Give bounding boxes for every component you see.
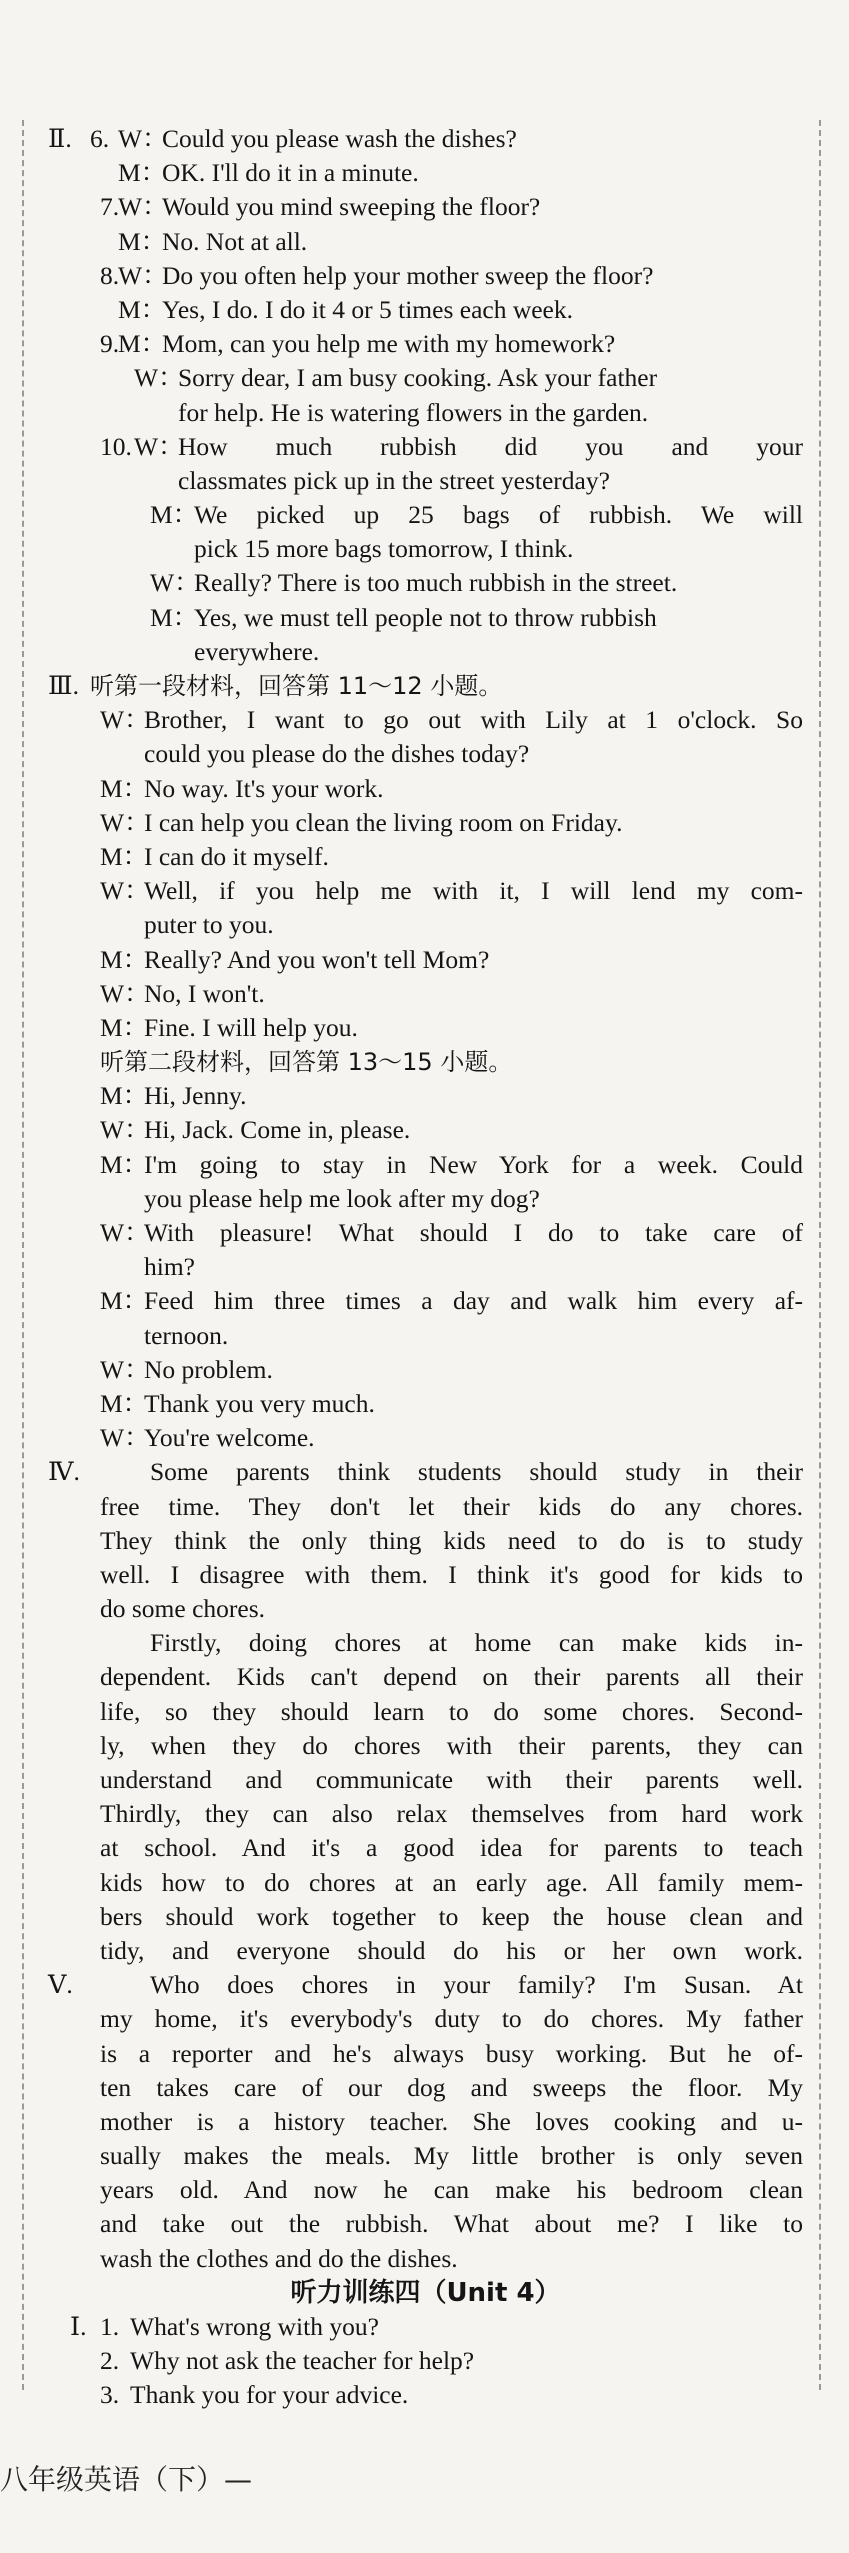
s2-q8-line1: 8.W：Do you often help your mother sweep the floor? [100,260,654,290]
s5-line7: years old. And now he can make his bedroom clean [100,2175,803,2205]
s4-line5: do some chores. [100,1594,266,1624]
s4-line3: They think the only thing kids need to do is to study [100,1525,803,1555]
s3-d2-line11: W：You're welcome. [100,1423,315,1453]
s2-q10-line3: M：We picked up 25 bags of rubbish. We will [150,500,803,530]
s2-q10-line7: everywhere. [194,636,320,666]
s3-d2-line3: M：I'm going to stay in New York for a week. Could [100,1149,803,1179]
s3-d1-line3: M：No way. It's your work. [100,773,384,803]
s2-q9-line3: for help. He is watering flowers in the garden. [178,397,649,427]
left-dashed-border [22,120,24,2390]
s3-d2-line10: M：Thank you very much. [100,1388,375,1418]
s4-line7: dependent. Kids can't depend on their parents all their [100,1662,803,1692]
s3-d2-line4: you please help me look after my dog? [144,1183,540,1213]
s3-d1-line1: W：Brother, I want to go out with Lily at 1 o'clock. So [100,705,803,735]
s2-q10-line4: pick 15 more bags tomorrow, I think. [194,534,574,564]
s4-line14: bers should work together to keep the house clean and [100,1901,803,1931]
s2-q10-line2: classmates pick up in the street yesterday? [178,465,610,495]
s4-line12: at school. And it's a good idea for parents to teach [100,1833,803,1863]
s4-line10: understand and communicate with their parents well. [100,1765,803,1794]
s4-line2: free time. They don't let their kids do any chores. [100,1491,803,1521]
s3-intro1: Ⅲ. 听第一段材料，回答第 11～12 小题。 [48,671,503,700]
s3-d1-line2: could you please do the dishes today? [144,739,530,769]
s5-line3: is a reporter and he's always busy working. But he of- [100,2038,803,2068]
s2-q9-line2: W：Sorry dear, I am busy cooking. Ask your father [134,363,658,393]
s3-d1-line7: puter to you. [144,910,274,940]
s4-line8: life, so they should learn to do some chores. Second- [100,1696,803,1726]
s3-d2-line6: him? [144,1252,195,1282]
s3-d2-line1: M：Hi, Jenny. [100,1081,247,1111]
s2-q6-line2: M：OK. I'll do it in a minute. [118,158,419,188]
s4-line15: tidy, and everyone should do his or her own work. [100,1935,803,1965]
s6-line2: 2. Why not ask the teacher for help? [100,2346,475,2376]
s4-line4: well. I disagree with them. I think it's good for kids to [100,1559,803,1589]
s2-q6-line1: Ⅱ. 6. W：Could you please wash the dishes? [48,124,517,153]
s3-d2-line7: M：Feed him three times a day and walk him every af- [100,1286,803,1316]
s5-line8: and take out the rubbish. What about me? I like to [100,2209,803,2239]
s3-d1-line4: W：I can help you clean the living room on Friday. [100,807,623,837]
unit-heading: 听力训练四（Unit 4） [290,2277,561,2308]
s3-d2-line9: W：No problem. [100,1354,273,1384]
s3-d1-line5: M：I can do it myself. [100,841,329,871]
s5-line2: my home, it's everybody's duty to do chores. My father [100,2004,803,2034]
answer-page [48,122,803,2413]
s6-line1: Ⅰ. 1. What's wrong with you? [70,2312,379,2341]
s5-line1: Ⅴ. Who does chores in your family? I'm Susan. At [48,1970,803,2000]
s2-q10-line5: W：Really? There is too much rubbish in the street. [150,568,678,598]
s2-q10-line1: 10.W：How much rubbish did you and your [100,431,803,461]
s5-line4: ten takes care of our dog and sweeps the floor. My [100,2072,803,2102]
s3-d1-line9: W：No, I won't. [100,978,265,1008]
s5-line9: wash the clothes and do the dishes. [100,2243,458,2273]
s4-line6: Firstly, doing chores at home can make kids in- [150,1628,803,1658]
s5-line6: sually makes the meals. My little brother is only seven [100,2141,803,2171]
page-footer: 八年级英语（下）— [0,2463,253,2496]
s3-d2-line8: ternoon. [144,1320,229,1350]
s5-line5: mother is a history teacher. She loves cooking and u- [100,2106,803,2136]
s3-d2-line2: W：Hi, Jack. Come in, please. [100,1115,411,1145]
s6-line3: 3. Thank you for your advice. [100,2380,409,2410]
s2-q7-line1: 7.W：Would you mind sweeping the floor? [100,192,541,222]
s3-d1-line10: M：Fine. I will help you. [100,1012,358,1042]
s4-line1: Ⅳ. Some parents think students should study in their [48,1457,803,1487]
right-dashed-border [819,120,821,2390]
s2-q10-line6: M：Yes, we must tell people not to throw rubbish [150,602,657,632]
s3-d2-line5: W：With pleasure! What should I do to take care of [100,1218,803,1247]
s3-intro2: 听第二段材料，回答第 13～15 小题。 [100,1048,513,1077]
s2-q9-line1: 9.M：Mom, can you help me with my homework? [100,329,616,359]
s4-line11: Thirdly, they can also relax themselves from hard work [100,1799,803,1829]
s4-line9: ly, when they do chores with their parents, they can [100,1730,803,1760]
s3-d1-line6: W：Well, if you help me with it, I will lend my com- [100,876,803,906]
s2-q8-line2: M：Yes, I do. I do it 4 or 5 times each week. [118,294,574,324]
s3-d1-line8: M：Really? And you won't tell Mom? [100,944,490,974]
s2-q7-line2: M：No. Not at all. [118,226,308,256]
s4-line13: kids how to do chores at an early age. All family mem- [100,1867,803,1897]
